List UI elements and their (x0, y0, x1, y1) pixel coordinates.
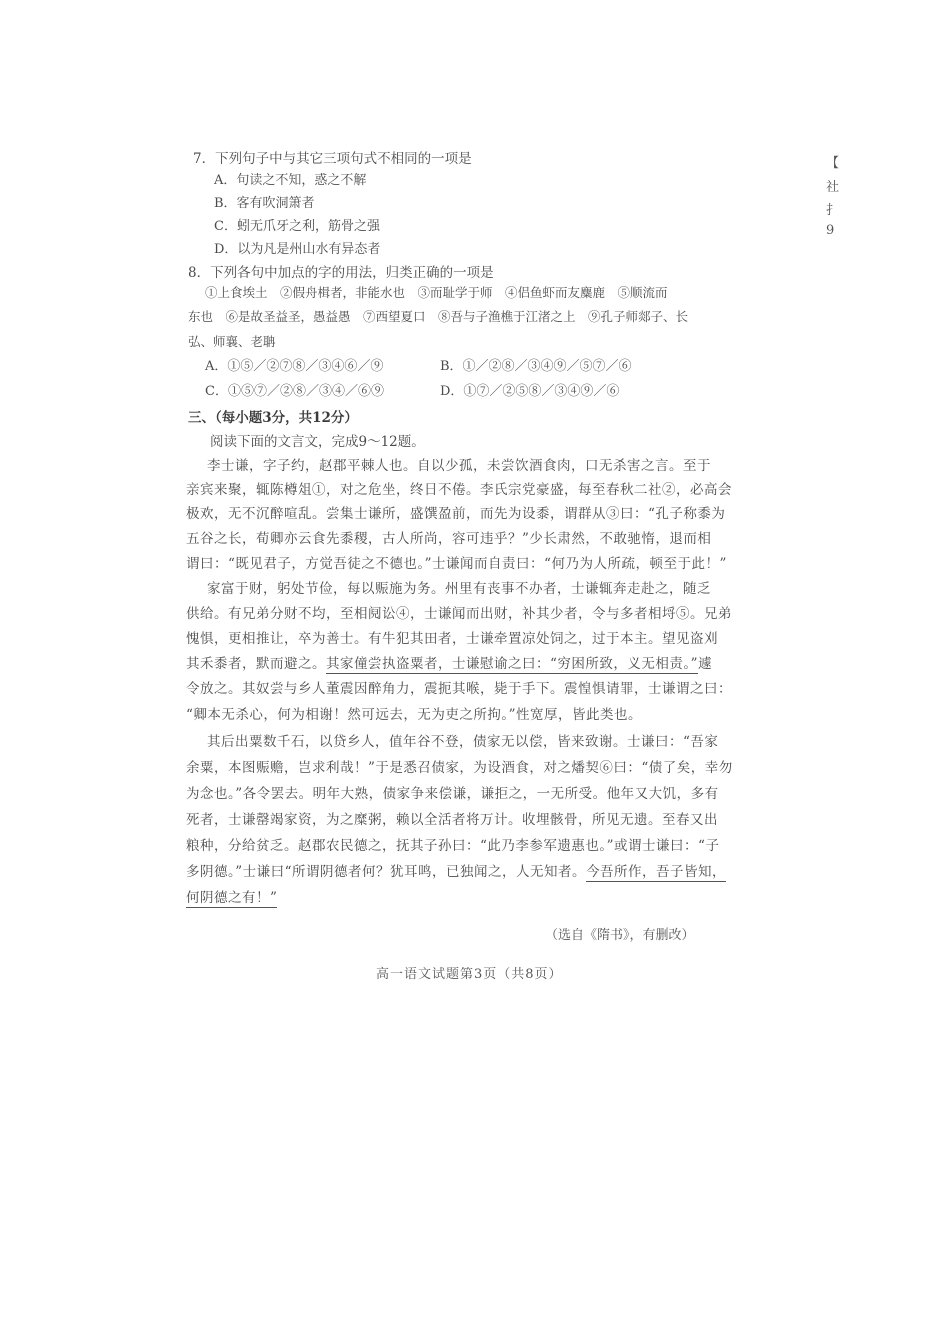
underlined-sentence: 今吾所作，吾子皆知， (586, 864, 727, 880)
q8-items-line2: 东也 ⑥是故圣益圣，愚益愚 ⑦西望夏口 ⑧吾与子渔樵于江渚之上 ⑨孔子师郯子、长 (188, 309, 689, 324)
q7-option-d: D．以为凡是州山水有异态者 (214, 242, 381, 257)
edge-fragment: 扌 (826, 203, 840, 218)
passage-line: 其后出粟数千石，以贷乡人，值年谷不登，债家无以偿，皆来致谢。士谦曰：“吾家 (207, 734, 719, 750)
underlined-sentence: 其家僮尝执盗粟者，士谦慰谕之曰：“穷困所致，义无相责。” (326, 656, 699, 672)
passage-line: 为念也。”各令罢去。明年大熟，债家争来偿谦，谦拒之，一无所受。他年又大饥，多有 (186, 786, 719, 802)
passage-line: 极欢，无不沉醉喧乱。尝集士谦所，盛馔盈前，而先为设黍，谓群从③曰：“孔子称黍为 (186, 506, 726, 522)
passage-text: 遽 (698, 656, 713, 672)
q7-stem: 7．下列句子中与其它三项句式不相同的一项是 (193, 151, 472, 167)
passage-line: 五谷之长，荀卿亦云食先黍稷，古人所尚，容可违乎？”少长肃然，不敢驰惰，退而相 (186, 531, 712, 547)
underlined-sentence: 何阴德之有！” (186, 890, 278, 906)
passage-line: “卿本无杀心，何为相谢！然可远去，无为吏之所拘。”性宽厚，皆此类也。 (186, 707, 643, 723)
passage-line-with-underline (186, 863, 726, 881)
passage-line: 供给。有兄弟分财不均，至相阋讼④，士谦闻而出财，补其少者，令与多者相埒⑤。兄弟 (186, 606, 732, 622)
section-heading: 三、（每小题3分，共12分） (188, 410, 358, 426)
passage-text: 多阴德。”士谦曰“所谓阴德者何？犹耳鸣，已独闻之，人无知者。 (186, 864, 587, 880)
passage-line: 亲宾来聚，辄陈樽俎①，对之危坐，终日不倦。李氏宗党豪盛，每至春秋二社②，必高会 (186, 482, 732, 498)
passage-line: 令放之。其奴尝与乡人董震因醉角力，震扼其喉，毙于手下。震惶惧请罪，士谦谓之曰： (186, 681, 732, 697)
edge-fragment: 9 (826, 223, 835, 238)
q7-option-b: B．客有吹洞箫者 (214, 196, 315, 211)
passage-text: 其禾黍者，默而避之。 (186, 656, 326, 672)
q8-option-c: C．①⑤⑦／②⑧／③④／⑥⑨ (205, 384, 384, 399)
passage-source: （选自《隋书》，有删改） (545, 928, 695, 943)
q8-option-d: D．①⑦／②⑤⑧／③④⑨／⑥ (440, 384, 620, 399)
q8-option-a: A．①⑤／②⑦⑧／③④⑥／⑨ (205, 359, 384, 374)
q7-option-a: A．句读之不知，惑之不解 (214, 173, 367, 188)
q7-option-c: C．蚓无爪牙之利，筋骨之强 (214, 219, 380, 234)
edge-fragment: 【 (826, 156, 840, 171)
q8-items-line3: 弘、师襄、老聃 (188, 334, 276, 349)
passage-line: 余粟，本图赈赡，岂求利哉！”于是悉召债家，为设酒食，对之燔契⑥曰：“债了矣，幸勿 (186, 760, 733, 776)
passage-line: 家富于财，躬处节俭，每以赈施为务。州里有丧事不办者，士谦辄奔走赴之，随乏 (207, 581, 711, 597)
q8-option-b: B．①／②⑧／③④⑨／⑤⑦／⑥ (440, 359, 632, 374)
passage-line: 粮种，分给贫乏。赵郡农民德之，抚其子孙曰：“此乃李参军遗惠也。”或谓士谦曰：“子 (186, 838, 720, 854)
passage-line: 愧惧，更相推让，卒为善士。有牛犯其田者，士谦牵置凉处饲之，过于本主。望见盗刈 (186, 631, 718, 647)
passage-line: 李士谦，字子约，赵郡平棘人也。自以少孤，未尝饮酒食肉，口无杀害之言。至于 (207, 458, 711, 474)
passage-line: 谓曰：“既见君子，方觉吾徒之不德也。”士谦闻而自责曰：“何乃为人所疏，顿至于此！” (186, 556, 727, 572)
passage-line-with-underline (186, 655, 712, 673)
page-footer: 高一语文试题第3页（共8页） (376, 967, 563, 982)
edge-fragment: 社 (826, 180, 840, 195)
section-intro: 阅读下面的文言文，完成9～12题。 (210, 434, 425, 450)
q8-stem: 8．下列各句中加点的字的用法，归类正确的一项是 (188, 265, 494, 281)
q8-items-line1: ①上食埃土 ②假舟楫者，非能水也 ③而耻学于师 ④侣鱼虾而友麋鹿 ⑤顺流而 (205, 285, 668, 300)
passage-line-with-underline (186, 889, 277, 907)
passage-line: 死者，士谦罄竭家资，为之糜粥，赖以全活者将万计。收埋骸骨，所见无遗。至春又出 (186, 812, 718, 828)
